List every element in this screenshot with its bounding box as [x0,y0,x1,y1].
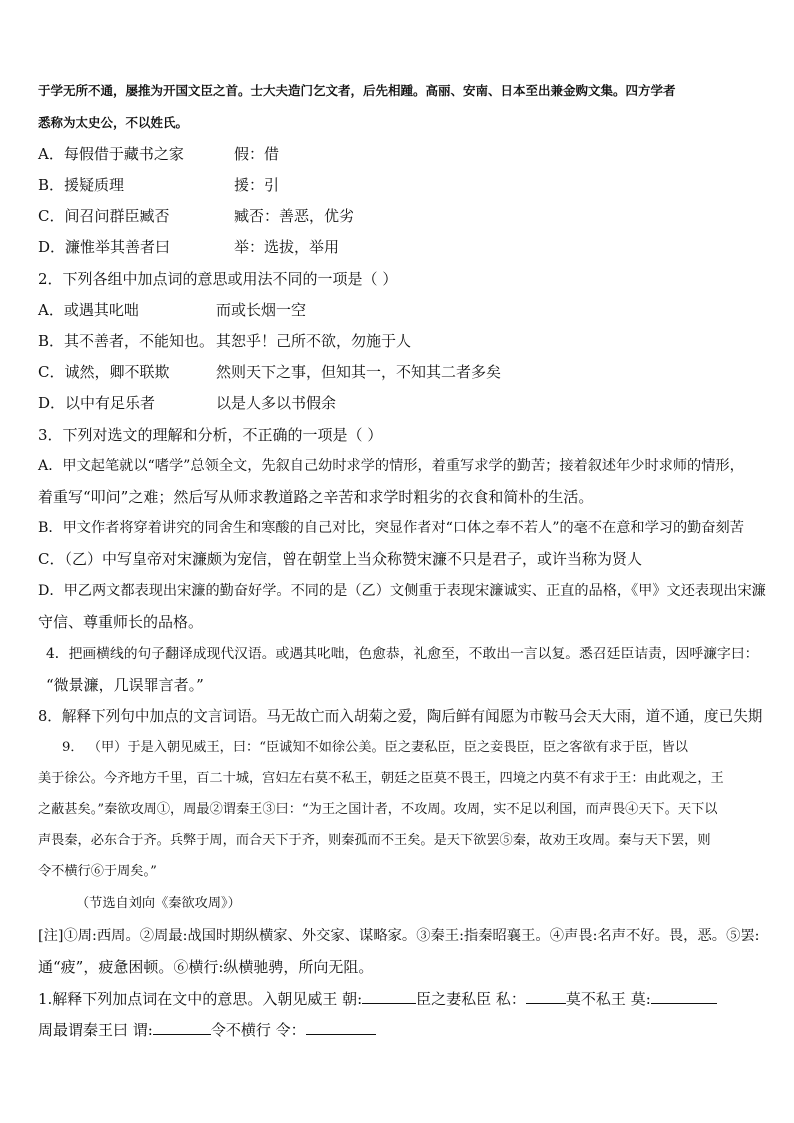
q9-passage-line: 9． （甲）于是入朝见威王，曰：“臣诚知不如徐公美。臣之妻私臣，臣之妾畏臣，臣之客欲有求于臣，皆以 [62,740,688,755]
q9-passage-line: 令不横行⑥于周矣。” [38,864,157,879]
answer-blank-wei[interactable] [153,1019,211,1035]
fill-prompt-mo: 莫不私王 莫: [565,990,651,1008]
q9-passage-line: 声畏秦，必东合于齐。兵弊于周，而合天下于齐，则秦孤而不王矣。是天下欲罢⑤秦，故劝王攻周。秦与天下罢，则 [38,833,711,848]
q1-option-d: D．濂惟举其善者曰 [38,238,171,256]
q1-option-a: A．每假借于藏书之家 [38,145,184,163]
q1-option-a-gloss: 假：借 [234,145,280,163]
q2-option-c-compare: 然则天下之事，但知其一，不知其二者多矣 [216,363,502,381]
q8-stem: 8．解释下列句中加点的文言词语。马无故亡而入胡菊之爱，陶后鲜有闻愿为市鞍马会天大雨，道不通，度已失期 [38,708,763,725]
q3-stem: 3．下列对选文的理解和分析，不正确的一项是（ ） [38,426,383,444]
q9-passage-line: 美于徐公。今齐地方千里，百二十城，宫妇左右莫不私王，朝廷之臣莫不畏王，四境之内莫不有求于王：由此观之，王 [38,771,724,786]
q4-stem: 4．把画横线的句子翻译成现代汉语。或遇其叱咄，色愈恭，礼愈至，不敢出一言以复。悉召廷臣诘责，因呼濂字曰： [46,646,759,662]
q3-option-a: A．甲文起笔就以“嗜学”总领全文，先叙自己幼时求学的情形，着重写求学的勤苦；接着叙述年少时求师的情形， [38,458,744,474]
answer-blank-si[interactable] [526,988,566,1004]
answer-blank-chao[interactable] [362,988,416,1004]
fill-prompt-ling: 令不横行 令： [210,1021,306,1039]
q3-option-a-cont: 着重写“叩问”之难；然后写从师求教道路之辛苦和求学时粗劣的衣食和简朴的生活。 [38,488,594,506]
q2-option-d: D．以中有足乐者 [38,394,156,412]
fill-prompt-wei: 周最谓秦王曰 谓: [38,1021,153,1039]
passage-line: 悉称为太史公，不以姓氏。 [38,115,189,130]
q2-option-b-compare: 其恕乎！己所不欲，勿施于人 [216,332,412,350]
q3-option-b: B．甲文作者将穿着讲究的同舍生和寒酸的自己对比，突显作者对“口体之奉不若人”的毫不在意和学习的勤奋刻苦 [38,520,744,536]
q2-stem: 2．下列各组中加点词的意思或用法不同的一项是（ ） [38,270,398,288]
q1-option-d-gloss: 举：选拔，举用 [234,238,340,256]
passage-line: 于学无所不通，屡推为开国文臣之首。士大夫造门乞文者，后先相踵。高丽、安南、日本至出兼金购文集。四方学者 [38,83,676,98]
q3-option-c: C．（乙）中写皇帝对宋濂颇为宠信，曾在朝堂上当众称赞宋濂不只是君子，或许当称为贤人 [38,550,642,568]
q9-notes: [注]①周:西周。②周最:战国时期纵横家、外交家、谋略家。③秦王:指秦昭襄王。④声畏:名声不好。畏，恶。⑤罢: [38,928,760,944]
fill-prompt-chao: 1.解释下列加点词在文中的意思。入朝见威王 朝: [38,990,363,1008]
q9-notes-cont: 通“疲”，疲惫困顿。⑥横行:纵横驰骋，所向无阻。 [38,958,374,976]
q1-option-c: C．间召问群臣臧否 [38,207,170,225]
answer-blank-ling[interactable] [306,1019,376,1035]
q1-option-b-gloss: 援：引 [234,176,280,194]
q2-option-b: B．其不善者，不能知也。 [38,332,215,350]
q3-option-d-cont: 守信、尊重师长的品格。 [38,613,204,631]
q4-quote: “微景濂，几误罪言者。” [46,676,204,694]
q2-option-a-compare: 而或长烟一空 [216,301,307,319]
q9-passage-line: 之蔽甚矣。”秦欲攻周①，周最②谓秦王③曰：“为王之国计者，不攻周。攻周，实不足以利国，而声畏④天下。天下以 [38,802,718,817]
q2-option-d-compare: 以是人多以书假余 [216,394,337,412]
fill-row-1 [38,988,717,1009]
q1-option-c-gloss: 臧否：善恶，优劣 [234,207,355,225]
answer-blank-mo[interactable] [651,988,717,1004]
q2-option-c: C．诚然，卿不联欺 [38,363,170,381]
q3-option-d: D．甲乙两文都表现出宋濂的勤奋好学。不同的是（乙）文侧重于表现宋濂诚实、正直的品格，《甲》文还表现出宋濂 [38,583,766,599]
fill-row-2 [38,1019,376,1040]
q1-option-b: B．援疑质理 [38,176,125,194]
fill-prompt-si: 臣之妻私臣 私： [416,990,526,1008]
q9-source: （节选自刘向《秦欲攻周》） [76,896,241,911]
q2-option-a: A．或遇其叱咄 [38,301,139,319]
